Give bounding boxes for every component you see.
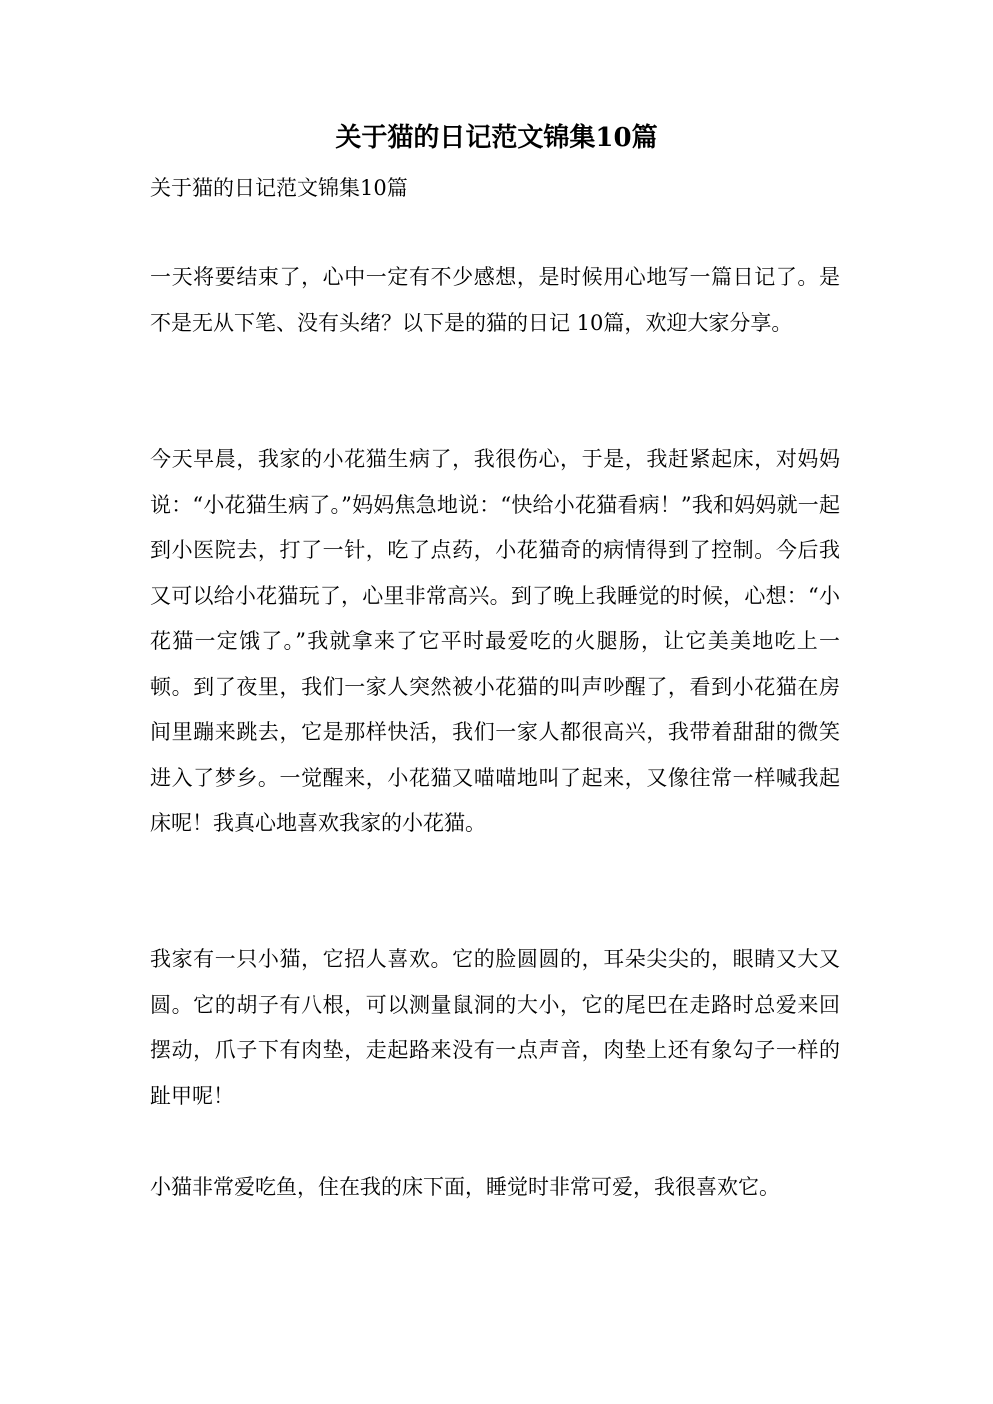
paragraph-cat-habits: 小猫非常爱吃鱼，住在我的床下面，睡觉时非常可爱，我很喜欢它。 <box>150 1175 780 1199</box>
paragraph-intro: 一天将要结束了，心中一定有不少感想，是时候用心地写一篇日记了。是不是无从下笔、没有头绪？以下是的猫的日记 10篇，欢迎大家分享。 <box>150 265 840 335</box>
document-subtitle: 关于猫的日记范文锦集10篇 <box>150 176 408 200</box>
document-title: 关于猫的日记范文锦集10篇 <box>335 123 658 153</box>
paragraph-cat-description: 我家有一只小猫，它招人喜欢。它的脸圆圆的，耳朵尖尖的，眼睛又大又圆。它的胡子有八根，可以测量鼠洞的大小，它的尾巴在走路时总爱来回摆动，爪子下有肉垫，走起路来没有一点声音，肉垫上还有象勾子一样的趾甲呢！ <box>150 947 840 1108</box>
paragraph-sick-cat: 今天早晨，我家的小花猫生病了，我很伤心，于是，我赶紧起床，对妈妈说：“小花猫生病了。”妈妈焦急地说：“快给小花猫看病！”我和妈妈就一起到小医院去，打了一针，吃了点药，小花猫奇的病情得到了控制。今后我又可以给小花猫玩了，心里非常高兴。到了晚上我睡觉的时候，心想：“小花猫一定饿了。”我就拿来了它平时最爱吃的火腿肠，让它美美地吃上一顿。到了夜里，我们一家人突然被小花猫的叫声吵醒了，看到小花猫在房间里蹦来跳去，它是那样快活，我们一家人都很高兴，我带着甜甜的微笑进入了梦乡。一觉醒来，小花猫又喵喵地叫了起来，又像往常一样喊我起床呢！我真心地喜欢我家的小花猫。 <box>150 447 840 835</box>
